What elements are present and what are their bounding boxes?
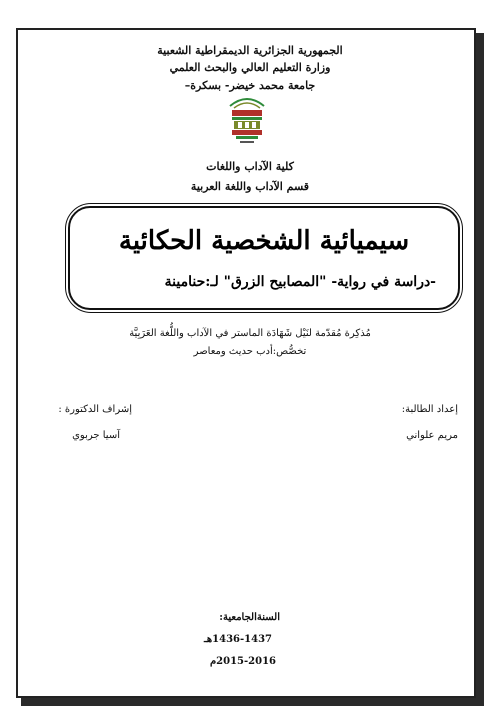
- thesis-subtitle: -دراسة في رواية- "المصابيح الزرق" لـ:حنامينة: [164, 274, 436, 290]
- academic-year-hijri: 1436-1437هـ: [203, 634, 272, 645]
- supervisor-label: إشراف الدكتورة :: [58, 404, 132, 415]
- student-name: مريم علواني: [406, 430, 458, 441]
- faculty-name: كلية الآداب واللغات: [206, 160, 294, 173]
- department-name: قسم الآداب واللغة العربية: [190, 180, 310, 193]
- university-logo-icon: [222, 92, 272, 147]
- university-heading: جامعة محمد خيضر- بسكرة–: [184, 79, 316, 92]
- supervisor-name: آسيا جربوي: [72, 430, 120, 441]
- thesis-note: مُذكِرة مُقدّمة لنَيْل شَهَادَة الماستر في الآداب واللُّغة العَرَبِيَّة: [129, 328, 371, 339]
- student-label: إعداد الطالبة:: [401, 404, 458, 415]
- ministry-heading: وزارة التعليم العالي والبحث العلمي: [169, 61, 331, 74]
- academic-year-gregorian: 2015-2016م: [209, 656, 276, 667]
- thesis-title: سيميائية الشخصية الحكائية: [118, 226, 410, 256]
- thesis-specialty: تخصُّص:أدب حديث ومعاصر: [193, 346, 307, 357]
- republic-heading: الجمهورية الجزائرية الديمقراطية الشعبية: [157, 44, 343, 57]
- academic-year-label: السنةالجامعية:: [219, 612, 280, 623]
- title-frame: [68, 206, 460, 310]
